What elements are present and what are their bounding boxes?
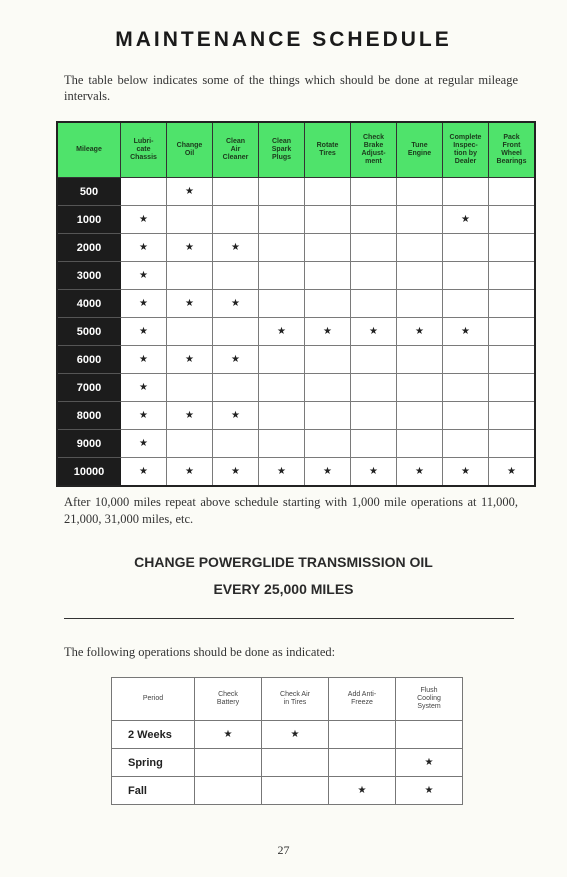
star-mark-cell: ★ <box>305 318 351 346</box>
header-text-line: Bearings <box>496 158 527 165</box>
period-cell: Spring <box>112 749 195 777</box>
star-mark-cell: ★ <box>121 374 167 402</box>
empty-cell <box>167 374 213 402</box>
star-mark-cell: ★ <box>167 178 213 206</box>
empty-cell <box>351 290 397 318</box>
powerglide-line-2: EVERY 25,000 MILES <box>213 581 354 597</box>
header-text-line: Rotate <box>316 142 339 149</box>
schedule-row <box>57 234 535 262</box>
star-mark-cell: ★ <box>259 458 305 487</box>
empty-cell <box>397 206 443 234</box>
star-mark-cell: ★ <box>213 458 259 487</box>
powerglide-notice <box>0 549 567 603</box>
empty-cell <box>213 374 259 402</box>
empty-cell <box>329 749 396 777</box>
star-mark-cell: ★ <box>396 777 463 805</box>
empty-cell <box>305 178 351 206</box>
star-mark-cell: ★ <box>121 318 167 346</box>
empty-cell <box>213 206 259 234</box>
header-text-line: Check Air <box>280 691 310 698</box>
header-text-line: Tune <box>411 142 428 149</box>
operation-column-header <box>195 678 262 721</box>
schedule-row <box>57 290 535 318</box>
star-mark-cell: ★ <box>443 458 489 487</box>
empty-cell <box>305 262 351 290</box>
mileage-column-header: Mileage <box>57 122 121 178</box>
header-text-line: Clean <box>225 138 246 145</box>
period-cell: Fall <box>112 777 195 805</box>
schedule-row <box>57 206 535 234</box>
operation-column-header <box>262 678 329 721</box>
empty-cell <box>195 777 262 805</box>
star-mark-cell: ★ <box>121 234 167 262</box>
header-text-line: Spark <box>271 146 292 153</box>
mileage-cell: 500 <box>57 178 121 206</box>
schedule-row <box>57 262 535 290</box>
empty-cell <box>397 178 443 206</box>
header-text-line: Change <box>176 142 203 149</box>
star-mark-cell: ★ <box>167 290 213 318</box>
star-mark-cell: ★ <box>121 430 167 458</box>
intro-paragraph: The table below indicates some of the things which should be done at regular mileage intervals. <box>64 73 518 103</box>
empty-cell <box>259 346 305 374</box>
empty-cell <box>396 721 463 749</box>
header-text-line: Plugs <box>271 154 292 161</box>
star-mark-cell: ★ <box>121 262 167 290</box>
empty-cell <box>443 346 489 374</box>
header-text-line: Cleaner <box>222 154 249 161</box>
mileage-cell: 9000 <box>57 430 121 458</box>
mileage-cell: 10000 <box>57 458 121 487</box>
empty-cell <box>167 262 213 290</box>
operations-header-row <box>112 678 463 721</box>
star-mark-cell: ★ <box>351 458 397 487</box>
empty-cell <box>351 262 397 290</box>
schedule-row <box>57 430 535 458</box>
operation-column-header <box>489 122 536 178</box>
empty-cell <box>213 318 259 346</box>
header-text-line: Check <box>362 134 384 141</box>
empty-cell <box>351 346 397 374</box>
star-mark-cell: ★ <box>121 206 167 234</box>
empty-cell <box>259 178 305 206</box>
empty-cell <box>262 777 329 805</box>
periodic-operations-table <box>111 677 463 805</box>
operation-column-header <box>397 122 443 178</box>
star-mark-cell: ★ <box>396 749 463 777</box>
operation-column-header <box>259 122 305 178</box>
schedule-body <box>57 178 535 487</box>
empty-cell <box>167 318 213 346</box>
maintenance-schedule-table <box>56 121 536 487</box>
schedule-row <box>57 374 535 402</box>
empty-cell <box>443 234 489 262</box>
empty-cell <box>213 178 259 206</box>
header-text-line: Wheel <box>501 150 522 157</box>
header-text-line: Flush <box>420 687 438 694</box>
empty-cell <box>259 234 305 262</box>
mileage-cell: 6000 <box>57 346 121 374</box>
operation-column-header <box>351 122 397 178</box>
empty-cell <box>397 234 443 262</box>
empty-cell <box>259 374 305 402</box>
header-text-line: Brake <box>363 142 384 149</box>
schedule-row <box>57 458 535 487</box>
operation-column-header <box>443 122 489 178</box>
star-mark-cell: ★ <box>167 346 213 374</box>
empty-cell <box>443 430 489 458</box>
empty-cell <box>305 430 351 458</box>
star-mark-cell: ★ <box>329 777 396 805</box>
header-text-line: Oil <box>184 150 195 157</box>
mileage-cell: 3000 <box>57 262 121 290</box>
operation-column-header <box>167 122 213 178</box>
empty-cell <box>259 262 305 290</box>
powerglide-line-1: CHANGE POWERGLIDE TRANSMISSION OIL <box>134 554 433 570</box>
empty-cell <box>351 430 397 458</box>
empty-cell <box>259 206 305 234</box>
header-text-line: Cooling <box>417 695 441 702</box>
empty-cell <box>305 206 351 234</box>
header-text-line: System <box>417 703 441 710</box>
empty-cell <box>213 430 259 458</box>
star-mark-cell: ★ <box>167 234 213 262</box>
star-mark-cell: ★ <box>213 290 259 318</box>
operation-column-header <box>305 122 351 178</box>
operation-column-header <box>121 122 167 178</box>
mileage-cell: 7000 <box>57 374 121 402</box>
header-text-line: Air <box>230 146 241 153</box>
repeat-schedule-note: After 10,000 miles repeat above schedule starting with 1,000 mile operations at 11,000, 21,000, 31,000 miles, etc. <box>64 495 518 526</box>
empty-cell <box>397 374 443 402</box>
header-text-line: cate <box>136 146 151 153</box>
star-mark-cell: ★ <box>262 721 329 749</box>
schedule-row <box>57 346 535 374</box>
empty-cell <box>305 402 351 430</box>
empty-cell <box>489 234 536 262</box>
star-mark-cell: ★ <box>397 318 443 346</box>
star-mark-cell: ★ <box>195 721 262 749</box>
star-mark-cell: ★ <box>397 458 443 487</box>
empty-cell <box>167 430 213 458</box>
empty-cell <box>443 262 489 290</box>
empty-cell <box>262 749 329 777</box>
mileage-cell: 8000 <box>57 402 121 430</box>
empty-cell <box>305 234 351 262</box>
divider-rule <box>64 618 514 619</box>
header-text-line: Inspec- <box>453 142 478 149</box>
header-text-line: Complete <box>449 134 482 141</box>
header-text-line: Pack <box>503 134 520 141</box>
header-text-line: Tires <box>319 150 336 157</box>
operation-row <box>112 721 463 749</box>
header-text-line: ment <box>365 158 382 165</box>
empty-cell <box>489 290 536 318</box>
mileage-cell: 1000 <box>57 206 121 234</box>
empty-cell <box>259 290 305 318</box>
empty-cell <box>305 374 351 402</box>
empty-cell <box>351 234 397 262</box>
page-number: 27 <box>277 843 290 857</box>
empty-cell <box>397 430 443 458</box>
empty-cell <box>351 206 397 234</box>
empty-cell <box>489 374 536 402</box>
empty-cell <box>443 290 489 318</box>
header-text-line: Add Anti- <box>347 691 377 698</box>
schedule-header-row <box>57 122 535 178</box>
star-mark-cell: ★ <box>167 458 213 487</box>
mileage-cell: 4000 <box>57 290 121 318</box>
empty-cell <box>351 178 397 206</box>
star-mark-cell: ★ <box>121 290 167 318</box>
operation-row <box>112 749 463 777</box>
empty-cell <box>259 402 305 430</box>
following-operations-text: The following operations should be done as indicated: <box>64 645 336 659</box>
empty-cell <box>351 374 397 402</box>
star-mark-cell: ★ <box>213 234 259 262</box>
empty-cell <box>489 262 536 290</box>
schedule-row <box>57 318 535 346</box>
empty-cell <box>489 346 536 374</box>
header-text-line: Adjust- <box>361 150 386 157</box>
header-text-line: Check <box>218 691 238 698</box>
mileage-cell: 2000 <box>57 234 121 262</box>
operation-column-header <box>396 678 463 721</box>
header-text-line: in Tires <box>283 699 307 706</box>
operation-row <box>112 777 463 805</box>
star-mark-cell: ★ <box>443 206 489 234</box>
empty-cell <box>443 374 489 402</box>
header-text-line: tion by <box>454 150 477 157</box>
empty-cell <box>259 430 305 458</box>
star-mark-cell: ★ <box>213 402 259 430</box>
empty-cell <box>305 290 351 318</box>
star-mark-cell: ★ <box>489 458 536 487</box>
empty-cell <box>489 318 536 346</box>
star-mark-cell: ★ <box>121 402 167 430</box>
header-text-line: Period <box>142 695 164 702</box>
empty-cell <box>213 262 259 290</box>
period-cell: 2 Weeks <box>112 721 195 749</box>
star-mark-cell: ★ <box>121 346 167 374</box>
header-text-line: Lubri- <box>133 138 154 145</box>
star-mark-cell: ★ <box>351 318 397 346</box>
page-title: MAINTENANCE SCHEDULE <box>115 28 452 51</box>
empty-cell <box>443 178 489 206</box>
empty-cell <box>305 346 351 374</box>
star-mark-cell: ★ <box>167 402 213 430</box>
operation-column-header <box>213 122 259 178</box>
empty-cell <box>489 178 536 206</box>
star-mark-cell: ★ <box>213 346 259 374</box>
schedule-row <box>57 402 535 430</box>
empty-cell <box>489 402 536 430</box>
empty-cell <box>397 262 443 290</box>
period-column-header <box>112 678 195 721</box>
empty-cell <box>489 430 536 458</box>
star-mark-cell: ★ <box>259 318 305 346</box>
empty-cell <box>397 290 443 318</box>
star-mark-cell: ★ <box>305 458 351 487</box>
empty-cell <box>397 402 443 430</box>
empty-cell <box>167 206 213 234</box>
empty-cell <box>351 402 397 430</box>
schedule-row <box>57 178 535 206</box>
star-mark-cell: ★ <box>121 458 167 487</box>
header-text-line: Engine <box>407 150 432 157</box>
header-text-line: Chassis <box>130 154 157 161</box>
header-text-line: Battery <box>216 699 240 706</box>
mileage-cell: 5000 <box>57 318 121 346</box>
empty-cell <box>195 749 262 777</box>
empty-cell <box>329 721 396 749</box>
header-text-line: Clean <box>271 138 292 145</box>
header-text-line: Dealer <box>454 158 477 165</box>
header-text-line: Front <box>502 142 521 149</box>
star-mark-cell: ★ <box>443 318 489 346</box>
operation-column-header <box>329 678 396 721</box>
operations-body <box>112 721 463 805</box>
empty-cell <box>121 178 167 206</box>
header-text-line: Freeze <box>351 699 373 706</box>
empty-cell <box>443 402 489 430</box>
empty-cell <box>489 206 536 234</box>
empty-cell <box>397 346 443 374</box>
